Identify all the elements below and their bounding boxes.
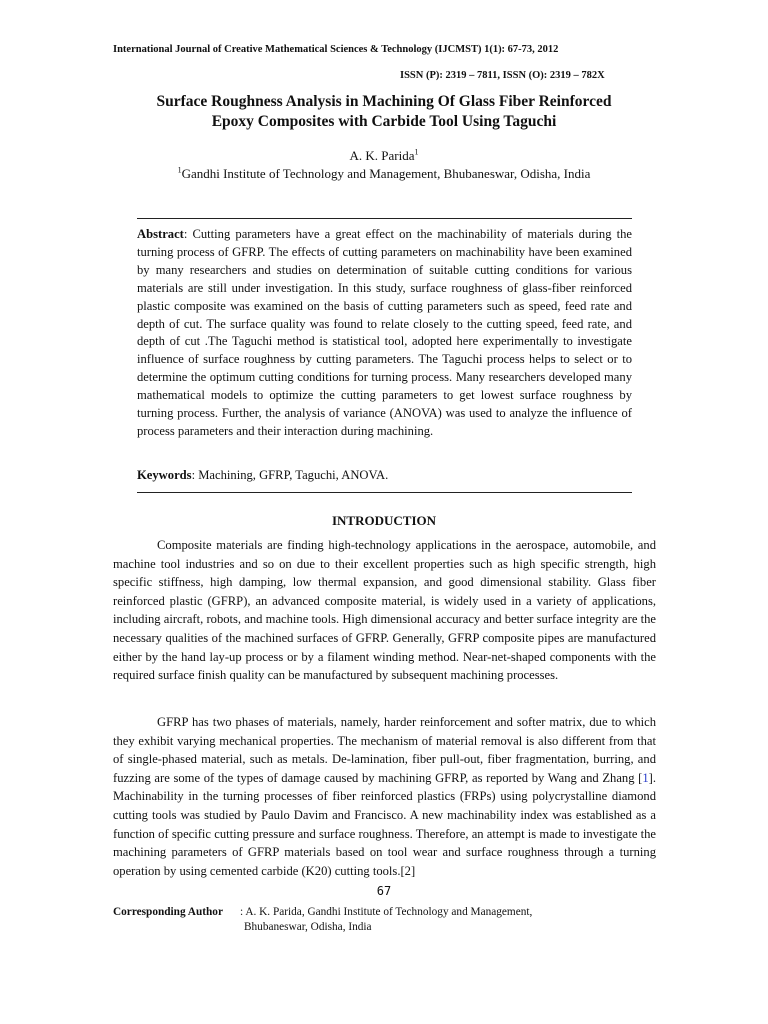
author-affiliation [0, 166, 768, 182]
affiliation-superscript: 1 [177, 165, 182, 175]
intro-paragraph-1-text: Composite materials are finding high-technology applications in the aerospace, automobile, and machine tool industries and so on due to their excellent properties such as high specific strength, high specific stiffness, high damping, low thermal expansion, and good dimensional stability. Glass fiber reinforced plastic (GFRP), an advanced composite material, is widely used in a variety of applications, including aircraft, robots, and machine tools. High dimensional accuracy and better surface integrity are the necessary qualities of the machined surfaces of GFRP. Generally, GFRP composite pipes are manufactured either by the hand lay-up process or by a filament winding method. Near-net-shaped components with the required surface finish quality can be manufactured by subsequent machining processes. [113, 538, 656, 683]
footnote-line-1: : A. K. Parida, Gandhi Institute of Technology and Management, [240, 906, 533, 918]
abstract-bottom-rule [137, 492, 632, 493]
corresponding-author-footnote [113, 905, 673, 935]
abstract-text: : Cutting parameters have a great effect on the machinability of materials during the turning process of GFRP. The effects of cutting parameters on machinability have been examined by many researchers and studies on determination of suitable cutting conditions for various materials are still under investigation. In this study, surface roughness of glass-fiber reinforced plastic composite was examined on the basis of cutting parameters such as speed, feed rate and depth of cut. The surface quality was found to relate closely to the cutting speed, feed rate, and depth of cut .The Taguchi method is statistical tool, adopted here experimentally to investigate influence of surface roughness by cutting parameters. The Taguchi process helps to select or to determine the optimum cutting conditions for turning process. Many researchers developed many mathematical models to optimize the cutting parameters to get lowest surface roughness by turning process. Further, the analysis of variance (ANOVA) was used to analyze the influence of process parameters and their interaction during machining. [137, 227, 632, 438]
paragraph-2-text-a: GFRP has two phases of materials, namely, harder reinforcement and softer matrix, due to which they exhibit varying mechanical properties. The mechanism of material removal is also different from that of single-phased material, such as metals. De-lamination, fiber pull-out, fiber fragmentation, burring, and fuzzing are some of the types of damage caused by machining GFRP, as reported by Wang and Zhang [ [113, 715, 656, 785]
abstract-label: Abstract [137, 227, 184, 241]
journal-header: International Journal of Creative Mathematical Sciences & Technology (IJCMST) 1(1): 67-73, 2012 [113, 44, 559, 55]
author-superscript: 1 [414, 147, 419, 157]
page-number: 67 [376, 884, 392, 898]
keywords-label: Keywords [137, 468, 192, 482]
abstract-top-rule [137, 218, 632, 219]
author-name [0, 148, 768, 164]
keywords-line [137, 466, 632, 484]
footnote-line-2: Bhubaneswar, Odisha, India [244, 921, 372, 933]
footnote-label: Corresponding Author [113, 906, 223, 918]
paper-title [100, 92, 668, 132]
citation-link[interactable]: 1 [642, 770, 649, 785]
keywords-text: : Machining, GFRP, Taguchi, ANOVA. [191, 468, 389, 482]
author-name-text: A. K. Parida [349, 148, 415, 163]
paragraph-2-text-b: ]. Machinability in the turning processes of fiber reinforced plastics (FRPs) using polycrystalline diamond cutting tools was studied by Paulo Davim and Francisco. A new machinability index was established as a function of specific cutting pressure and surface roughness. Therefore, an attempt is made to investigate the machining parameters of GFRP materials based on tool wear and surface roughness through a turning operation by using cemented carbide (K20) cutting tools.[2] [113, 770, 656, 878]
abstract-block [137, 226, 632, 441]
affiliation-text: Gandhi Institute of Technology and Management, Bhubaneswar, Odisha, India [181, 166, 591, 181]
section-heading-introduction: INTRODUCTION [331, 513, 436, 528]
title-line-2: Epoxy Composites with Carbide Tool Using Taguchi [211, 113, 557, 130]
issn-header: ISSN (P): 2319 – 7811, ISSN (O): 2319 – 782X [400, 70, 605, 81]
intro-paragraph-1 [113, 536, 656, 685]
title-line-1: Surface Roughness Analysis in Machining Of Glass Fiber Reinforced [156, 93, 612, 110]
intro-paragraph-2 [113, 713, 656, 880]
intro-paragraph-2-text [113, 713, 656, 880]
